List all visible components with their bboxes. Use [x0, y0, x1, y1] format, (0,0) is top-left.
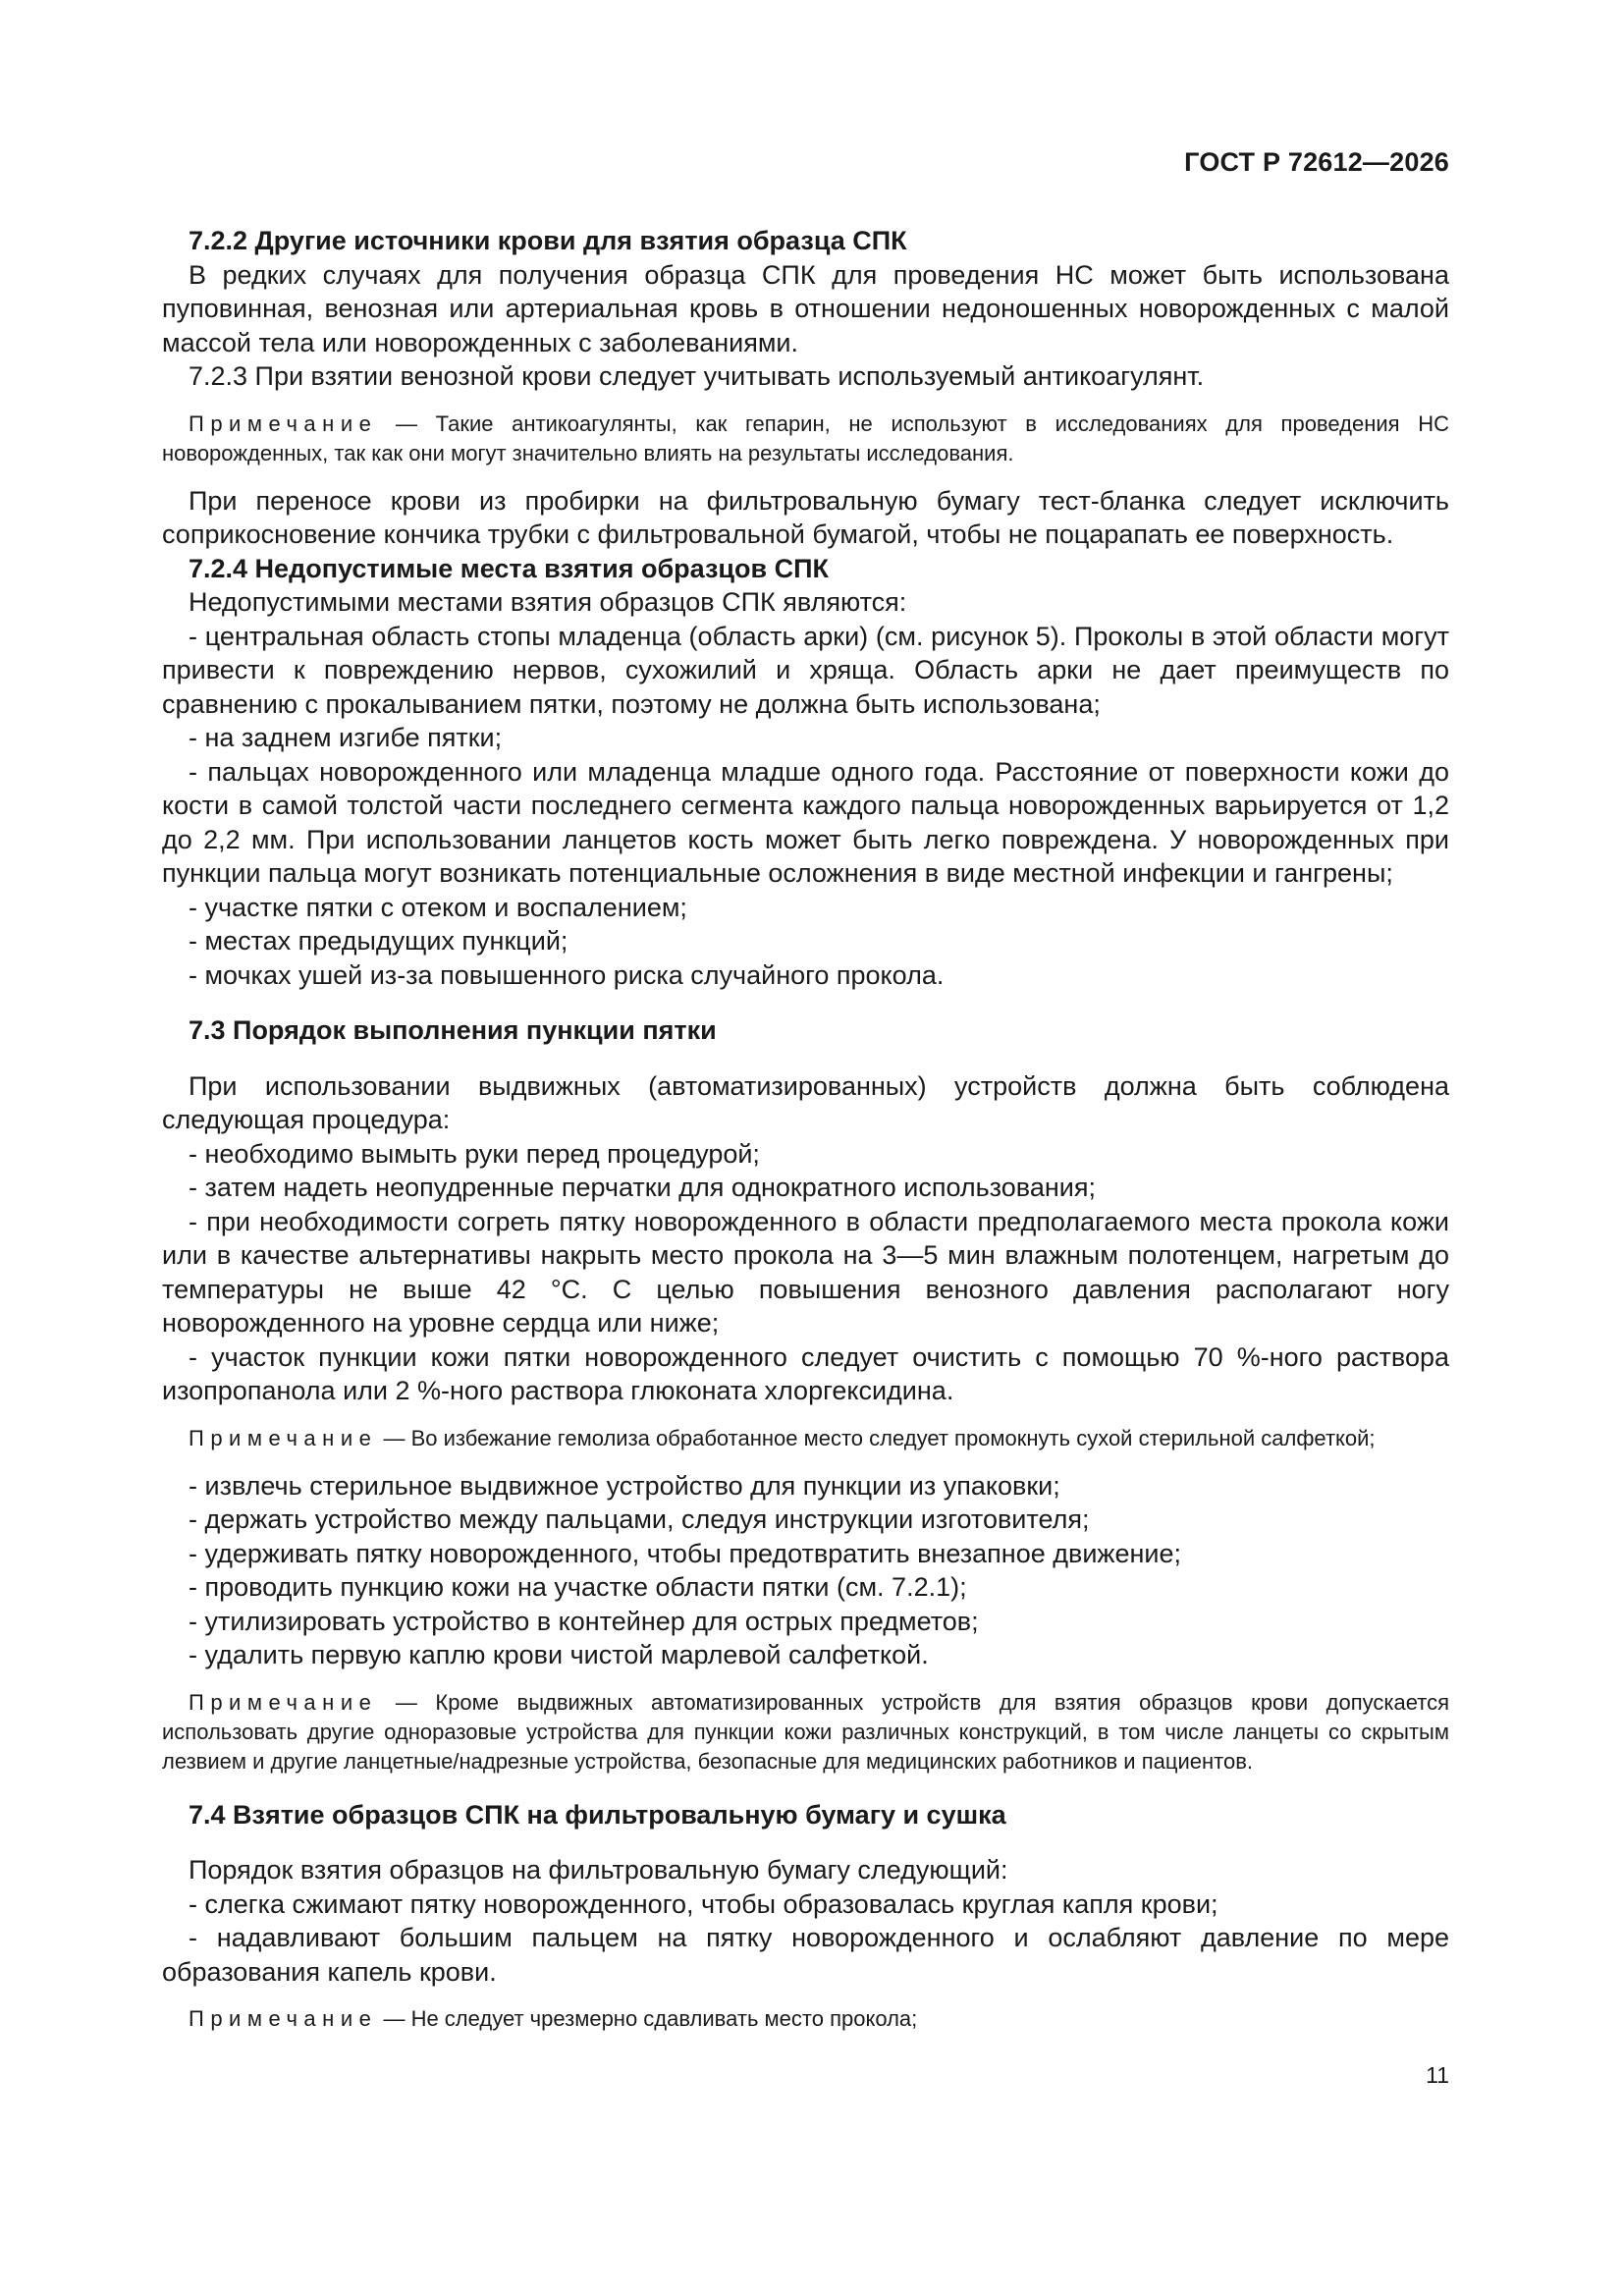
list-item: - пальцах новорожденного или младенца младше одного года. Расстояние от поверхности кожи до кости в самой толстой части последнего сегмента каждого пальца новорожденных варьируется от 1,2 до 2,2 мм. При использовании ланцетов кость может быть легко повреждена. У новорожденных при пункции пальца могут возникать потенциальные осложнения в виде местной инфекции и гангрены;	[162, 756, 1449, 888]
note-label: Примечание	[189, 1425, 378, 1450]
list-item: - извлечь стерильное выдвижное устройство для пункции из упаковки;	[189, 1470, 1060, 1501]
list-item: - центральная область стопы младенца (область арки) (см. рисунок 5). Проколы в этой области могут привести к повреждению нервов, сухожилий и хряща. Область арки не дает преимуществ по сравнению с прокалыванием пятки, поэтому не должна быть использована;	[162, 621, 1449, 719]
page-content	[162, 224, 1449, 2050]
paragraph-transfer: При переносе крови из пробирки на фильтровальную бумагу тест-бланка следует исключить соприкосновение кончика трубки с фильтровальной бумагой, чтобы не поцарапать ее поверхность.	[162, 485, 1449, 549]
list-item: - участке пятки с отеком и воспалением;	[189, 892, 687, 922]
note-label: Примечание	[189, 1689, 378, 1715]
section-heading-7-3: 7.3 Порядок выполнения пункции пятки	[189, 1015, 717, 1045]
page-number: 11	[1426, 2062, 1449, 2088]
document-code-header: ГОСТ Р 72612—2026	[1184, 147, 1449, 177]
note-label: Примечание	[189, 410, 378, 436]
list-item: - утилизировать устройство в контейнер для острых предметов;	[189, 1606, 979, 1636]
paragraph-other-blood-sources: В редких случаях для получения образца СПК для проведения НС может быть использована пуповинная, венозная или артериальная кровь в отношении недоношенных новорожденных с малой массой тела или новорожденных с заболеваниями.	[162, 259, 1449, 357]
paragraph-invalid-sites-intro: Недопустимыми местами взятия образцов СПК являются:	[189, 587, 907, 617]
list-item: - слегка сжимают пятку новорожденного, чтобы образовалась круглая капля крови;	[189, 1888, 1218, 1919]
list-item: - необходимо вымыть руки перед процедурой;	[189, 1138, 760, 1169]
note-label: Примечание	[189, 2006, 378, 2031]
section-heading-7-4: 7.4 Взятие образцов СПК на фильтровальную бумагу и сушка	[189, 1799, 1006, 1830]
list-item: - удалить первую каплю крови чистой марлевой салфеткой.	[189, 1640, 929, 1669]
list-item: - мочках ушей из-за повышенного риска случайного прокола.	[189, 959, 945, 990]
note-text: — Кроме выдвижных автоматизированных устройств для взятия образцов крови допускается использовать другие одноразовые устройства для пункции кожи различных конструкций, в том числе ланцеты со скрытым лезвием и другие ланцетные/надрезные устройства, безопасные для медицинских работников и пациентов.	[162, 1689, 1449, 1774]
note-hemolysis	[162, 1424, 1449, 1453]
note-no-squeezing	[162, 2004, 1449, 2034]
section-heading-7-2-4: 7.2.4 Недопустимые места взятия образцов СПК	[189, 553, 829, 583]
list-item: - затем надеть неопудренные перчатки для однократного использования;	[189, 1173, 1096, 1202]
note-text: — Не следует чрезмерно сдавливать место прокола;	[377, 2006, 918, 2031]
section-heading-7-2-2: 7.2.2 Другие источники крови для взятия образца СПК	[189, 226, 907, 255]
list-item: - на заднем изгибе пятки;	[189, 723, 503, 752]
note-anticoagulants	[162, 410, 1449, 468]
list-item: - удерживать пятку новорожденного, чтобы предотвратить внезапное движение;	[189, 1538, 1181, 1568]
paragraph-filter-paper-intro: Порядок взятия образцов на фильтровальную бумагу следующий:	[189, 1855, 1008, 1885]
list-item: - при необходимости согреть пятку новорожденного в области предполагаемого места прокола кожи или в качестве альтернативы накрыть место прокола на 3—5 мин влажным полотенцем, нагретым до температуры не выше 42 °С. С целью повышения венозного давления располагают ногу новорожденного на уровне сердца или ниже;	[162, 1206, 1449, 1338]
list-item: - участок пункции кожи пятки новорожденного следует очистить с помощью 70 %-ного раствора изопропанола или 2 %-ного раствора глюконата хлоргексидина.	[162, 1341, 1449, 1405]
list-item: - держать устройство между пальцами, следуя инструкции изготовителя;	[189, 1504, 1090, 1534]
list-item: - надавливают большим пальцем на пятку новорожденного и ослабляют давление по мере образования капель крови.	[162, 1923, 1449, 1987]
list-item: - местах предыдущих пункций;	[189, 926, 568, 956]
note-text: — Такие антикоагулянты, как гепарин, не используют в исследованиях для проведения НС новорожденных, так как они могут значительно влиять на результаты исследования.	[162, 410, 1449, 465]
note-text: — Во избежание гемолиза обработанное место следует промокнуть сухой стерильной салфеткой;	[377, 1425, 1376, 1450]
paragraph-7-2-3: 7.2.3 При взятии венозной крови следует учитывать используемый антикоагулянт.	[189, 361, 1205, 391]
list-item: - проводить пункцию кожи на участке области пятки (см. 7.2.1);	[189, 1572, 967, 1602]
note-other-devices	[162, 1688, 1449, 1777]
paragraph-procedure-intro: При использовании выдвижных (автоматизированных) устройств должна быть соблюдена следующая процедура:	[162, 1070, 1449, 1134]
